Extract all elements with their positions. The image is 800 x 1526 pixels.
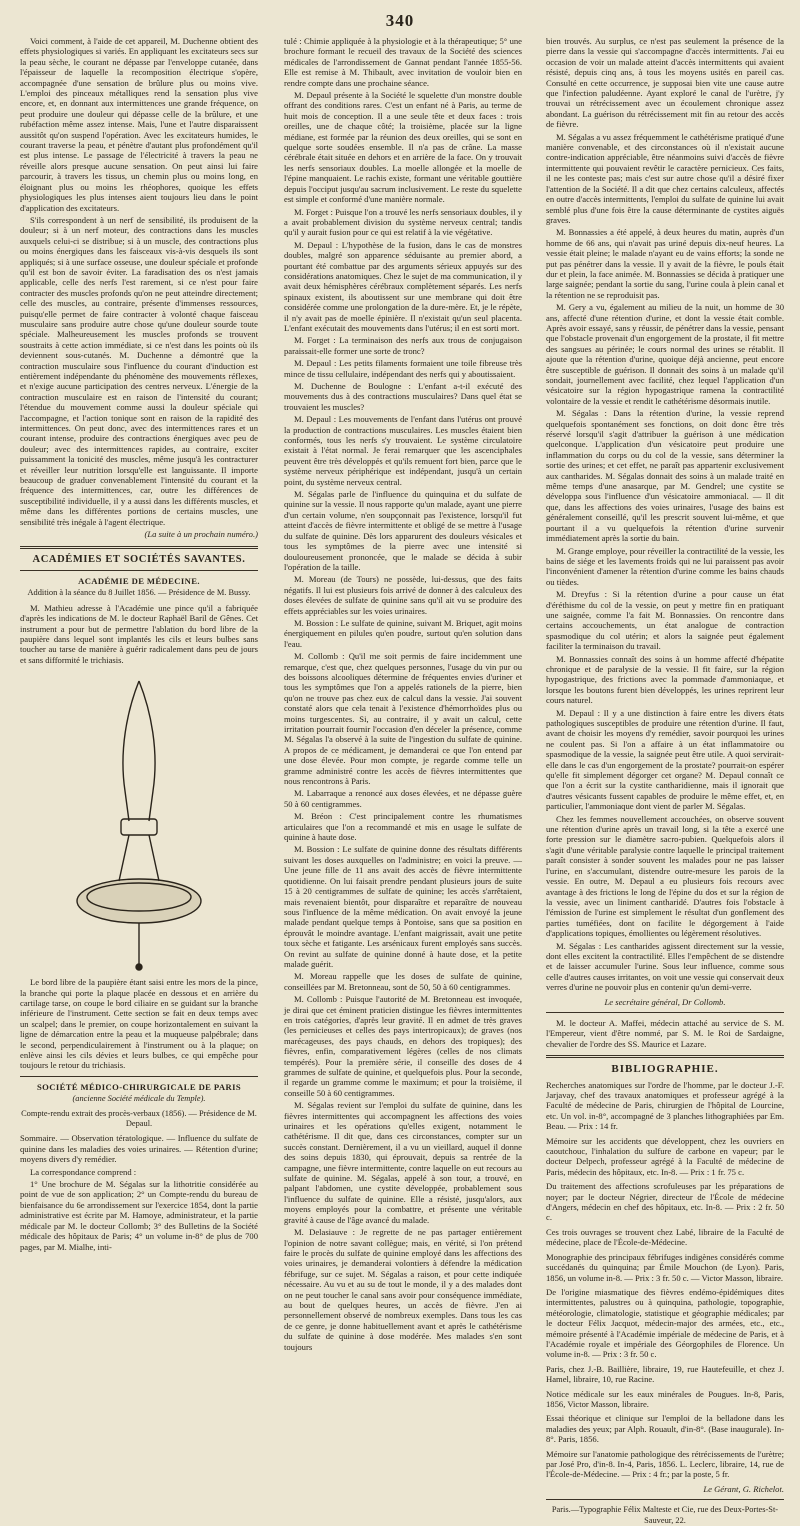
paragraph: M. Ségalas revient sur l'emploi du sulfate de quinine, dans les fièvres intermittentes qui accompagnent les affections des voies urinaires et les opérations qu'elles exigent, notamment le cathétérisme. Il dit que, dans ces circonstances, compter sur un succès constant. Dernièrement, il a vu un vieillard, auquel il donne des soins depuis 1830, qui éprouvait, depuis sa rentrée de la campagne, une fièvre intermittente, contre laquelle on eut recours au sulfate de quinine. M. Ségalas, appelé à son tour, a trouvé, en palpant l'abdomen, une cystite développée, probablement sous l'influence du sulfate de quinine. Elle a résisté, jusqu'alors, aux moyens employés pour la combattre, et présente une véritable gravité à cause de l'âge avancé du malade. xyxy=(284,1100,522,1225)
paragraph: S'ils correspondent à un nerf de sensibilité, ils produisent de la douleur; si à un nerf moteur, des contractions dans les muscles auxquels celui-ci se distribue; si à un muscle, des contractions plus ou moins énergiques dans les faisceaux vis-à-vis desquels ils sont appliqués; si à une surface osseuse, une douleur spéciale et profonde qu'il est bon de savoir éviter. La faradisation des os n'est jamais applicable, celle des nerfs l'est rarement, si ce n'est pour faire contracter des muscles profonds qu'on ne peut atteindre directement; celle des muscles, au contraire, présente d'immenses ressources, puisqu'elle permet de faire contracter à volonté chaque faisceau musculaire sans produire autre chose qu'une douleur sourde toute spéciale. Malheureusement les muscles profonds se trouvent soustraits à cette action immédiate, si ce n'est dans les points où ils deviennent sous-cutanés. M. Duchenne a démontré que la contraction musculaire sous l'influence du courant d'induction est entièrement indépendante du phénomène des mouvements réflexes, et n'exige aucune participation des centres nerveux. L'énergie de la contraction musculaire est en raison de l'intensité du courant; l'étendue du mouvement comme aussi la douleur spéciale qui l'accompagne, et l'action tonique sont en raison de la rapidité des intermittences. On peut donc, avec des intermittences rares et un courant intense, produire des contractions énergiques avec peu de douleur; avec des intermittences rapides, au contraire, exciter puissamment la tonicité des muscles, même jusqu'à les contracturer et réveiller leur nutrition lorsqu'elle est languissante. Il importe beaucoup de graduer convenablement l'intensité du courant et la fréquence des intermittences, car, outre les différences de susceptibilité individuelle, il y a aussi dans les différents muscles, et même dans les différentes portions de certains muscles, une sensibilité très inégale à l'agent électrique. xyxy=(20,214,258,527)
paragraph: M. Ségalas parle de l'influence du quinquina et du sulfate de quinine sur la vessie. Il nous rapporte qu'un malade, ayant une pierre d'un certain volume, n'en soupçonnait pas l'existence, lorsqu'il fut atteint d'accès de fièvre intermittente et obligé de se mettre à l'usage du sulfate de quinine. Dès lors apparurent des douleurs vésicales et tous les symptômes de la pierre avec une intensité si douloureusement prononcée, que le malade se décida à subir l'opération de la taille. xyxy=(284,489,522,572)
paragraph: M. Bossion : Le sulfate de quinine, suivant M. Briquet, agit moins énergiquement en pilules qu'en poudre, surtout qu'en solution dans l'eau. xyxy=(284,617,522,649)
eyelid-forceps-illustration xyxy=(39,671,239,971)
bibliography-list xyxy=(546,1080,784,1480)
paragraph: Le bord libre de la paupière étant saisi entre les mors de la pince, la branche qui porte la plaque placée en dessous et en arrière du cartilage tarse, on coupe le bord ciliaire en se guidant sur la branche inférieure de l'instrument. Cette section se fait en deux temps avec un scalpel; dans le premier, on coupe horizontalement en suivant la ligne de démarcation entre la peau et la muqueuse palpébrale; dans le second, perpendiculairement à l'instrument ou à la plaque; on enlève ainsi les cils dévies et leurs bulbes, ce qui empêche pour toujours le retour du trichiasis. xyxy=(20,977,258,1071)
printer-imprint: Paris.—Typographie Félix Malteste et Cie, rue des Deux-Portes-St-Sauveur, 22. xyxy=(551,1505,779,1525)
secretary-signature: Le secrétaire général, Dr Collomb. xyxy=(604,996,726,1007)
bibliography-entry: Essai théorique et clinique sur l'emploi de la belladone dans les maladies des yeux; par Alph. Rouault, d'in-8°. (Base inaugurale). In-8°. Paris, 1856. xyxy=(546,1413,784,1445)
paragraph: M. Delasiauve : Je regrette de ne pas partager entièrement l'opinion de notre savant collègue; mais, en vérité, si l'on prétend faire le procès du sulfate de quinine employé dans les affections des voies urinaires, je demanderai volontiers à défendre la médication fébrifuge, sur ce sujet. M. Ségalas a raison, et pour cette indiquée nécessaire. Au vu et au su de tout le monde, il y a des malades dont on ne peut toucher le canal sans avoir pour conséquence immédiate, au bout de quelques heures, un accès de fièvre. J'en ai personnellement observé de nombreux exemples. Dans tous les cas de ce genre, je donne habituellement avant et après le cathétérisme du sulfate de quinine à dose modérée. Mes malades s'en sont toujours xyxy=(284,1227,522,1352)
paragraph: M. Labarraque a renoncé aux doses élevées, et ne dépasse guère 50 à 60 centigrammes. xyxy=(284,788,522,809)
paragraph: M. Dreyfus : Si la rétention d'urine a pour cause un état d'éréthisme du col de la vessie, on peut y mettre fin en pratiquant une saignée, comme l'a fait M. Bonnassies. On rencontre dans certains accouchements, un état analogue de contraction spasmodique du col utérin; et alors la saignée peut également faciliter la terminaison du travail. xyxy=(546,589,784,652)
bibliography-entry: De l'origine miasmatique des fièvres endémo-épidémiques dites intermittentes, palustres ou à quinquina, pathologie, topographie, météorologie, climatologie, statistique et géographie médicales; par le docteur Félix Jacquot, médecin-major des armées, etc., etc., mémoire présenté à l'Académie impériale de médecine de Paris, et à l'Académie royale et impériale des Géorgophiles de Florence. Un volume in-8. — Prix : 3 fr. 50 c. xyxy=(546,1286,784,1360)
divider xyxy=(546,1499,784,1500)
paragraph: M. Moreau rappelle que les doses de sulfate de quinine, conseillées par M. Bretonneau, sont de 50, 50 à 60 centigrammes. xyxy=(284,971,522,992)
paragraph: bien trouvés. Au surplus, ce n'est pas seulement la présence de la pierre dans la vessie qui s'accompagne d'accès intermittents. J'ai eu occasion de voir un malade atteint d'accès intermittents qui avaient résisté, depuis cinq ans, à tous les moyens usités en pareil cas. Consulté en cette occurrence, je supposai bien vite une cause autre que l'infection paludéenne. Ayant exploré le canal de l'urètre, j'y trouvai un rétrécissement avec un écoulement chronique assez abondant. La guérison du rétrécissement mit fin au retour des accès de fièvre. xyxy=(546,36,784,130)
bibliography-entry: Mémoire sur l'anatomie pathologique des rétrécissements de l'urètre; par José Pro, d'in-8. In-4, Paris, 1856. L. Leclerc, libraire, 14, rue de l'École-de-Médecine. — Prix : 4 fr.; par la poste, 5 fr. xyxy=(546,1448,784,1480)
paragraph: M. Depaul : Les petits filaments formaient une toile fibreuse très mince de tissu cellulaire, indépendant des nerfs qui y aboutissaient. xyxy=(284,358,522,379)
forceps-upper-arm xyxy=(123,681,139,821)
bibliography-entry: Mémoire sur les accidents que développent, chez les ouvriers en caoutchouc, l'inhalation du sulfure de carbone en vapeur; par le docteur Delpech, professeur agrégé à la Faculté de médecine de Paris, médecin des hôpitaux, etc. In-8. — Prix : 1 fr. 75 c. xyxy=(546,1135,784,1177)
paragraph: M. le docteur A. Maffei, médecin attaché au service de S. M. l'Empereur, vient d'être nommé, par S. M. le Roi de Sardaigne, chevalier de l'ordre des SS. Maurice et Lazare. xyxy=(546,1017,784,1049)
paragraph: M. Bonnassies connaît des soins à un homme affecté d'hépatite chronique et de paralysie de la vessie. Il fit faire, sur la région hypogastrique, des frictions avec la pommade d'ammoniaque, et lorsque les boutons furent bien développés, les urines reprirent leur cours naturel. xyxy=(546,653,784,706)
column-1 xyxy=(20,36,258,1252)
page-number: 340 xyxy=(385,11,415,30)
bibliography-entry: Du traitement des affections scrofuleuses par les préparations de noyer; par le docteur Négrier, directeur de l'École de médecine d'Angers, médecin en chef des hôpitaux, etc. In-8. — Prix : 2 fr. 50 c. xyxy=(546,1181,784,1223)
forceps-hinge xyxy=(121,819,157,835)
paragraph: M. Depaul : Il y a une distinction à faire entre les divers états pathologiques susceptibles de produire une rétention d'urine. Il faut, avant de choisir les moyens d'y remédier, savoir pourquoi les urines ne coulent pas. Si l'on a affaire à un état inflammatoire ou spasmodique de la vessie, la saignée peut être utile. A quoi servirait-elle dans le cas d'un engorgement de la prostate? pourrait-on espérer qu'elle fit simplement dégorger cet organe? M. Depaul connaît ce que l'on a écrit sur la cystite cantharidienne, mais il ignorait que d'autres vésicants fussent capables de produire le même effet, et, en particulier, l'ammoniaque dont vient de parler M. Ségalas. xyxy=(546,707,784,812)
paragraph: Chez les femmes nouvellement accouchées, on observe souvent une rétention d'urine après un travail long, si la tête a exercé une forte pression sur le diamètre sacro-pubien. Quelquefois alors il s'agit d'une véritable paralysie contre laquelle le principal traitement paraît consister à sonder souvent les malades pour ne pas laisser l'urine, en s'accumulant, distendre outre-mesure les parois de la vessie. En outre, M. Depaul a eu plusieurs fois recours avec avantage à des frictions le long de l'épine du dos et sur la région de la vessie, avec un liniment cantharidé. D'autres fois l'obstacle à l'émission de l'urine est simplement le résultat d'un gonflement des parties tuméfiées, dont on facilite le dégorgement à l'aide d'applications topiques, émollientes ou légèrement résolutives. xyxy=(546,813,784,939)
divider xyxy=(546,1012,784,1013)
society-subtitle: (ancienne Société médicale du Temple). xyxy=(72,1094,206,1104)
session-line: Addition à la séance du 8 Juillet 1856. — Présidence de M. Bussy. xyxy=(27,588,251,598)
divider xyxy=(20,1076,258,1077)
paragraph: M. Forget : La terminaison des nerfs aux trous de conjugaison paraissait-elle former une sorte de tronc? xyxy=(284,335,522,356)
subsection-heading: SOCIÉTÉ MÉDICO-CHIRURGICALE DE PARIS xyxy=(36,1081,242,1092)
paragraph: La correspondance comprend : xyxy=(30,1166,137,1177)
subsection-heading: ACADÉMIE DE MÉDECINE. xyxy=(78,575,200,586)
continuation-note: (La suite à un prochain numéro.) xyxy=(144,529,258,540)
summary-paragraph: Sommaire. — Observation tératologique. — Influence du sulfate de quinine dans les maladies des voies urinaires. — Rétention d'urine; moyens divers d'y remédier. xyxy=(20,1133,258,1165)
divider xyxy=(20,546,258,549)
paragraph: M. Ségalas : Les cantharides agissent directement sur la vessie, dont elles excitent la contractilité. Elles l'empêchent de se distendre et de laisser accumuler l'urine. Sous leur influence, comme sous celle d'autres causes irritantes, on voit une vessie qui conservait deux verres d'urine ne pouvoir plus en contenir qu'un demi-verre. xyxy=(546,940,784,993)
eyelid-plate xyxy=(77,879,201,923)
bibliography-entry: Monographie des principaux fébrifuges indigènes considérés comme succédanés du quinquina; par Émile Mouchon (de Lyon). Paris, 1856, un volume in-8. — Prix : 3 fr. 50 c. — Victor Masson, libraire. xyxy=(546,1251,784,1283)
paragraph: Voici comment, à l'aide de cet appareil, M. Duchenne obtient des effets physiologiques si variés. En appliquant les excitateurs secs sur la peau sèche, le courant ne dépasse par l'enveloppe cutanée, dans l'épaisseur de laquelle la recomposition électrique s'opère, accompagnée d'une sensation de brûlure plus ou moins vive. L'emploi des pinceaux métalliques rend la sensation plus vive encore, et, en donnant aux intermittences une grande fréquence, on peut produire une douleur qui dépasse celle de la brûlure, et une rubéfaction même assez intense. Mais, l'une et l'autre disparaissent aussitôt qu'on suspend l'opération. Avec les excitateurs humides, le courant traverse la peau, et pénètre d'autant plus profondément qu'il est plus intense. Le passage de l'électricité à travers la peau ne réveille alors presque aucune sensation. On peut ainsi lui faire parcourir, à travers les tissus, un chemin plus ou moins long, en éloignant plus ou moins les rhéophores, quoique les effets physiologiques les plus intenses aient toujours lieu dans le point d'application des excitateurs. xyxy=(20,36,258,213)
section-heading: ACADÉMIES ET SOCIÉTÉS SAVANTES. xyxy=(32,553,246,565)
paragraph: M. Collomb : Qu'il me soit permis de faire incidemment une remarque, c'est que, chez quelques personnes, l'usage du vin pur ou des boissons alcooliques détermine de fréquentes envies d'uriner et tous les symptômes que l'on a appelés rationels de la pierre, bien qu'on ne trouve pas chez eux de calcul dans la vessie. J'ai souvent constaté alors que cela tenait à l'existence d'hémorrhoïdes plus ou moins turgescentes. Si, au contraire, il y avait un calcul, cette irritation pourrait fournir l'occasion d'en déceler la présence, comme M. Ségalas l'a observé à la suite de l'ingestion du sulfate de quinine. A propos de ce médicament, je demanderai ce que l'on entend par une dose élevée. Pour mon compte, je regarde comme telle un gramme administré contre les accès de fièvres intermittentes que nous rencontrons à Paris. xyxy=(284,651,522,787)
bibliography-heading: BIBLIOGRAPHIE. xyxy=(611,1063,719,1076)
column-3 xyxy=(546,36,784,1525)
paragraph: M. Moreau (de Tours) ne possède, lui-dessus, que des faits négatifs. Il lui est plusieurs fois arrivé de donner à des calculeux des doses élevées de sulfate de quinine sans qu'il ait vu se produire des effets appréciables sur les voies urinaires. xyxy=(284,574,522,616)
society-report-line: Compte-rendu extrait des procès-verbaux (1856). — Présidence de M. Depaul. xyxy=(21,1108,257,1129)
paragraph: M. Ségalas : Dans la rétention d'urine, la vessie reprend quelquefois spontanément ses fonctions, on doit donc être très réservé lorsqu'il s'agit d'attribuer la guérison à une médication quelconque. L'application d'un vésicatoire peut produire une inflammation du corps ou du col de la vessie, sans déterminer la sortie des urines; et cet effet, ne paraît pas appartenir exclusivement aux cantharides. M. Ségalas donnait des soins à un malade traité en même temps d'une anasarque, par M. Gendrel; une cystite se développa sous l'influence d'un vésicatoire ammoniacal. — Il dit que, dans les affections des voies urinaires, l'usage des bains est généralement conseillé, qu'il les prescrit souvent lui-même, et que pourtant il a vu quelquefois la rétention d'urine survenir immédiatement après la sortie du bain. xyxy=(546,408,784,544)
bibliography-entry: Ces trois ouvrages se trouvent chez Labé, libraire de la Faculté de médecine, place de l'École-de-Médecine. xyxy=(546,1226,784,1248)
paragraph: M. Gery a vu, également au milieu de la nuit, un homme de 30 ans, affecté d'une rétention d'urine, et dont la vessie était comble. Après avoir essayé, sans y réussir, de pénétrer dans la vessie, pensant que l'obstacle provenait d'un engorgement de la prostate, il fit mettre des sangsues au périnée; le cours normal des urines se rétablit. Il ajoute que la rétention d'urine, quoique déjà ancienne, peut encore être susceptible de guérison. Il donnait des soins à un malade qu'il sondait, journellement avec facilité, chez lequel l'application d'un vésicatoire sur la région hypogastrique ramena la contractilité volontaire de la vessie et rendit le cathétérisme désormais inutile. xyxy=(546,302,784,406)
paragraph: M. Depaul : Les mouvements de l'enfant dans l'utérus ont prouvé la production de contractions musculaires. Les muscles étaient bien conformés, tous les nerfs s'y trouvaient. Le système circulatoire existait à l'état normal. Je ferai remarquer que les ascenciphales peuvent être très développés et qu'ils remuent fort bien, parce que le système nerveux périphérique est indépendant, jusqu'à un certain point, du système nerveux central. xyxy=(284,414,522,487)
paragraph: 1° Une brochure de M. Ségalas sur la lithotritie considérée au point de vue de son application; 2° un Compte-rendu du bureau de bienfaisance du 6e arrondissement sur l'exercice 1854, dont la partie administrative est écrite par M. Hamoye, administrateur, et la partie médicale par M. le docteur Collomb; 3° des Bulletins de la Société médicale des hôpitaux de Paris; 4° un volume in-8° de plus de 700 pages, par M. Mialhe, inti- xyxy=(20,1179,258,1252)
forceps-lower-arm xyxy=(139,681,155,821)
paragraph: M. Duchenne de Boulogne : L'enfant a-t-il exécuté des mouvements dus à des contractions musculaires? Dans quel état se trouvaient les muscles? xyxy=(284,381,522,412)
divider xyxy=(546,1055,784,1058)
paragraph: M. Ségalas a vu assez fréquemment le cathétérisme pratiqué d'une manière convenable, et des circonstances où il n'existait aucune contre-indication appréciable, être néanmoins suivi d'accès de fièvre intermittente qui pouvaient revêtir le caractère pernicieux. Ces faits, il ne les conteste pas; mais c'est sur autre chose qu'il a désiré fixer l'attention de la Société. Il a dit que chez certains calculeux, affectés en outre d'accès intermittents, l'emploi du sulfate de quinine lui avait semblé plus d'une fois être la cause déterminante de cystites aiguës graves. xyxy=(546,131,784,225)
paragraph: M. Bonnassies a été appelé, à deux heures du matin, auprès d'un homme de 66 ans, qui n'avait pas uriné depuis dix-neuf heures. La vessie était pleine; le malade n'ayant eu de vains efforts; la sonde ne put pas pénétrer dans la vessie. Il y avait de la fièvre, le pouls était dur et plein, la face animée. M. Bonnassies se décida à pratiquer une large saignée; pendant la sortie du sang, l'urine coula à plein canal et la rétention ne se reproduisit pas. xyxy=(546,227,784,300)
paragraph: M. Grange employe, pour réveiller la contractilité de la vessie, les bains de siége et les lavements froids qui ne lui paraissent pas avoir l'inconvénient d'amener la rétention d'urine comme les bains chauds ou tièdes. xyxy=(546,545,784,587)
divider xyxy=(20,570,258,571)
paragraph: M. Collomb : Puisque l'autorité de M. Bretonneau est invoquée, je dirai que cet éminent praticien distingue les fièvres intermittentes en trois catégories, d'après leur gravité. Il en admet de très graves (les pernicieuses et celles des pays intertropicaux); de graves (nos marécageuses, des pays chauds, en dehors des tropiques); des fièvres, enfin, comparativement légères (celles de nos climats tempérés). Pour la première série, il conseille des doses de 4 grammes de sulfate de quinine, et quelquefois plus. Pour la seconde, il regarde un gramme comme le maximum; et pour la troisième, il conseille 50 à 60 centigrammes. xyxy=(284,994,522,1098)
paragraph: tulé : Chimie appliquée à la physiologie et à la thérapeutique; 5° une brochure formant le recueil des travaux de la Société des sciences médicales de l'arrondissement de Gannat pendant l'année 1855-56. Elle est remise à M. Thibault, avec invitation de vouloir bien en rendre compte dans une prochaine séance. xyxy=(284,36,522,88)
column-2 xyxy=(284,36,522,1352)
bibliography-entry: Paris, chez J.-B. Baillière, libraire, 19, rue Hautefeuille, et chez J. Hamel, libraire, 10, rue Racine. xyxy=(546,1363,784,1385)
paragraph: M. Mathieu adresse à l'Académie une pince qu'il a fabriquée d'après les indications de M. le docteur Raphaël Baril de Gênes. Cet instrument a pour but de permettre l'ablation du bord libre de la paupière dans lequel sont implantés les cils et leurs bulbes sans toucher au tarse de manière à guérir radicalement dans peu de jours et sans difformité le trichiasis. xyxy=(20,602,258,665)
bibliography-entry: Recherches anatomiques sur l'ordre de l'homme, par le docteur J.-F. Jarjavay, chef des travaux anatomiques et professeur agrégé à la Faculté de médecine de Paris, chirurgien de l'hôpital de Lourcine, etc. Un vol. in-8°, accompagné de 3 planches lithographiées par Em. Beau. — Prix : 14 fr. xyxy=(546,1079,784,1132)
paragraph: M. Bréon : C'est principalement contre les rhumatismes articulaires que l'on a recommandé et mis en usage le sulfate de quinine à haute dose. xyxy=(284,811,522,843)
paragraph: M. Bossion : Le sulfate de quinine donne des résultats différents suivant les doses auxquelles on l'administre; en voici la preuve. — Une jeune fille de 11 ans avait des accès de fièvre intermittente quotidienne. On lui faisait prendre pendant plusieurs jours de suite 15 à 20 centigrammes de sulfate de quinine; les accès s'arrêtaient, mais revenaient bientôt, pour disparaître et reparaître de nouveau sous l'influence de la même médication. On avait envoyé la jeune malade pendant quelque temps à Pontoise, sans que sa position en éprouvât le moindre avantage. L'enfant maigrissait, avait une petite toux sèche et fatigante. Les arsénicaux furent employés sans succès. On revint au sulfate de quinine donné à haute dose, et la petite malade guérit. xyxy=(284,844,522,969)
paragraph: M. Depaul présente à la Société le squelette d'un monstre double offrant des conditions rares. C'est un enfant né à Paris, au terme de huit mois de conception. Il a une seule tête et deux faces : trois oreilles, une de chaque côté; la troisième, placée sur la ligne médiane, est formée par la réunion des deux oreilles, qui se sont en quelque sorte soudées ensemble. Il n'a pas de crâne. La masse cérébrale était située en dehors et en arrière de la face. On y trouvait les nerfs sensoriaux doubles. La moelle allongée et la moelle de l'épine manquaient. Le rachis existe, formant une véritable gouttière depuis l'occiput jusqu'au sacrum inclusivement. Le reste du squelette est simple et conformé d'une manière normale. xyxy=(284,90,522,205)
paragraph: M. Depaul : L'hypothèse de la fusion, dans le cas de monstres doubles, malgré son apparence séduisante au premier abord, a pourtant été combattue par des arguments sérieux appuyés sur des considérations anatomiques. Chez le sujet de ma communication, il y avait deux hémisphères cérébraux complètement séparés. Les nerfs spinaux existent, ils aboutissent sur une membrane qui doit être considérée comme une prolongation de la dure-mère. Et, je le répète, il n'y avait pas de moelle épinière. Il n'existait qu'un seul placenta. L'enfant exécutait des mouvements dans l'utérus; il en est sorti mort. xyxy=(284,239,522,333)
bibliography-entry: Notice médicale sur les eaux minérales de Pougues. In-8, Paris, 1856, Victor Masson, libraire. xyxy=(546,1388,784,1409)
paragraph: M. Forget : Puisque l'on a trouvé les nerfs sensoriaux doubles, il y a avait probablement division du système nerveux central; tandis qu'il y aurait fusion pour ce qui est relatif à la vie végétative. xyxy=(284,206,522,238)
manager-signature: Le Gérant, G. Richelot. xyxy=(703,1483,784,1494)
